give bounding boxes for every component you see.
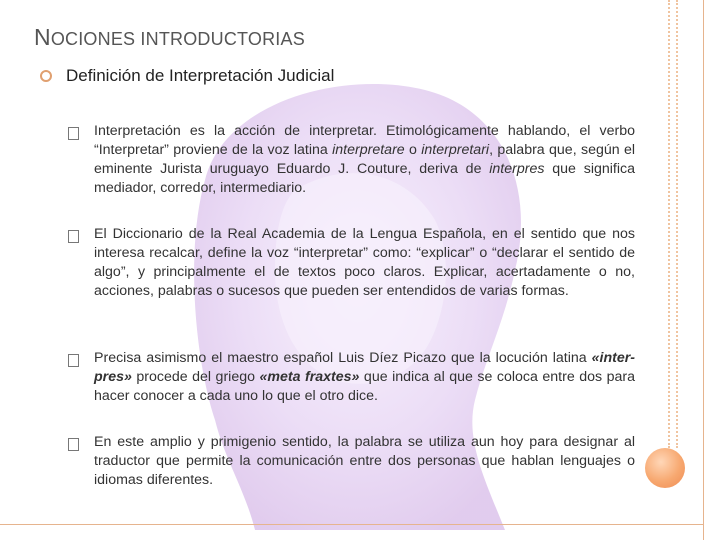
decorative-dotted-line-2 xyxy=(676,0,679,448)
square-bullet-icon xyxy=(68,230,79,243)
decorative-dotted-line xyxy=(668,0,671,448)
list-item xyxy=(68,122,635,198)
section-heading-text: Definición de Interpretación Judicial xyxy=(66,66,335,85)
list-item-text xyxy=(94,349,635,406)
text-segment: procede del griego xyxy=(131,368,260,385)
list-item xyxy=(68,225,635,301)
circle-bullet-icon xyxy=(40,70,52,82)
decorative-orb-icon xyxy=(645,448,685,488)
text-segment: interpretari xyxy=(421,141,490,158)
square-bullet-icon xyxy=(68,354,79,367)
text-segment: interpretare xyxy=(332,141,405,158)
text-segment: que significa mediador, corredor, intermediario. xyxy=(94,160,636,196)
text-segment: , palabra que, según el eminente Jurista uruguayo Eduardo J. Couture, deriva de xyxy=(94,141,635,177)
decorative-bottom-border xyxy=(0,524,704,525)
title-rest: OCIONES INTRODUCTORIAS xyxy=(50,29,305,49)
slide-title xyxy=(34,24,305,51)
section-heading xyxy=(40,66,640,86)
text-segment: El Diccionario de la Real Academia de la Lengua Española, en el sentido que nos interesa recalcar, define la voz “interpretar” como: “explicar” o “declarar el sentido de algo”, y principalmente el de textos poco claros. Explicar, acertadamente o no, acciones, palabras o sucesos que pueden ser entendidos de varias formas. xyxy=(94,226,635,299)
decorative-right-border xyxy=(703,0,704,540)
list-item xyxy=(68,349,635,406)
list-item xyxy=(68,433,635,490)
text-segment: o xyxy=(404,141,422,158)
text-segment: interpres xyxy=(489,160,545,177)
text-segment: En este amplio y primigenio sentido, la palabra se utiliza aun hoy para designar al traductor que permite la comunicación entre dos personas que hablan lenguajes o idiomas diferentes. xyxy=(94,434,635,488)
list-item-text xyxy=(94,225,635,301)
text-segment: que indica al que se coloca entre dos para hacer conocer a cada uno lo que el otro dice. xyxy=(94,368,635,404)
text-segment: Interpretación es la acción de interpretar. Etimológicamente hablando, el verbo “Interpretar” proviene de la voz latina xyxy=(94,123,635,158)
text-segment: «inter-pres» xyxy=(94,350,635,385)
text-segment: Precisa asimismo el maestro español Luis Díez Picazo que la locución latina xyxy=(94,350,592,366)
text-segment: «meta fraxtes» xyxy=(259,368,360,385)
title-initial: N xyxy=(34,24,51,50)
list-item-text xyxy=(94,122,635,198)
square-bullet-icon xyxy=(68,438,79,451)
square-bullet-icon xyxy=(68,127,79,140)
list-item-text xyxy=(94,433,635,490)
